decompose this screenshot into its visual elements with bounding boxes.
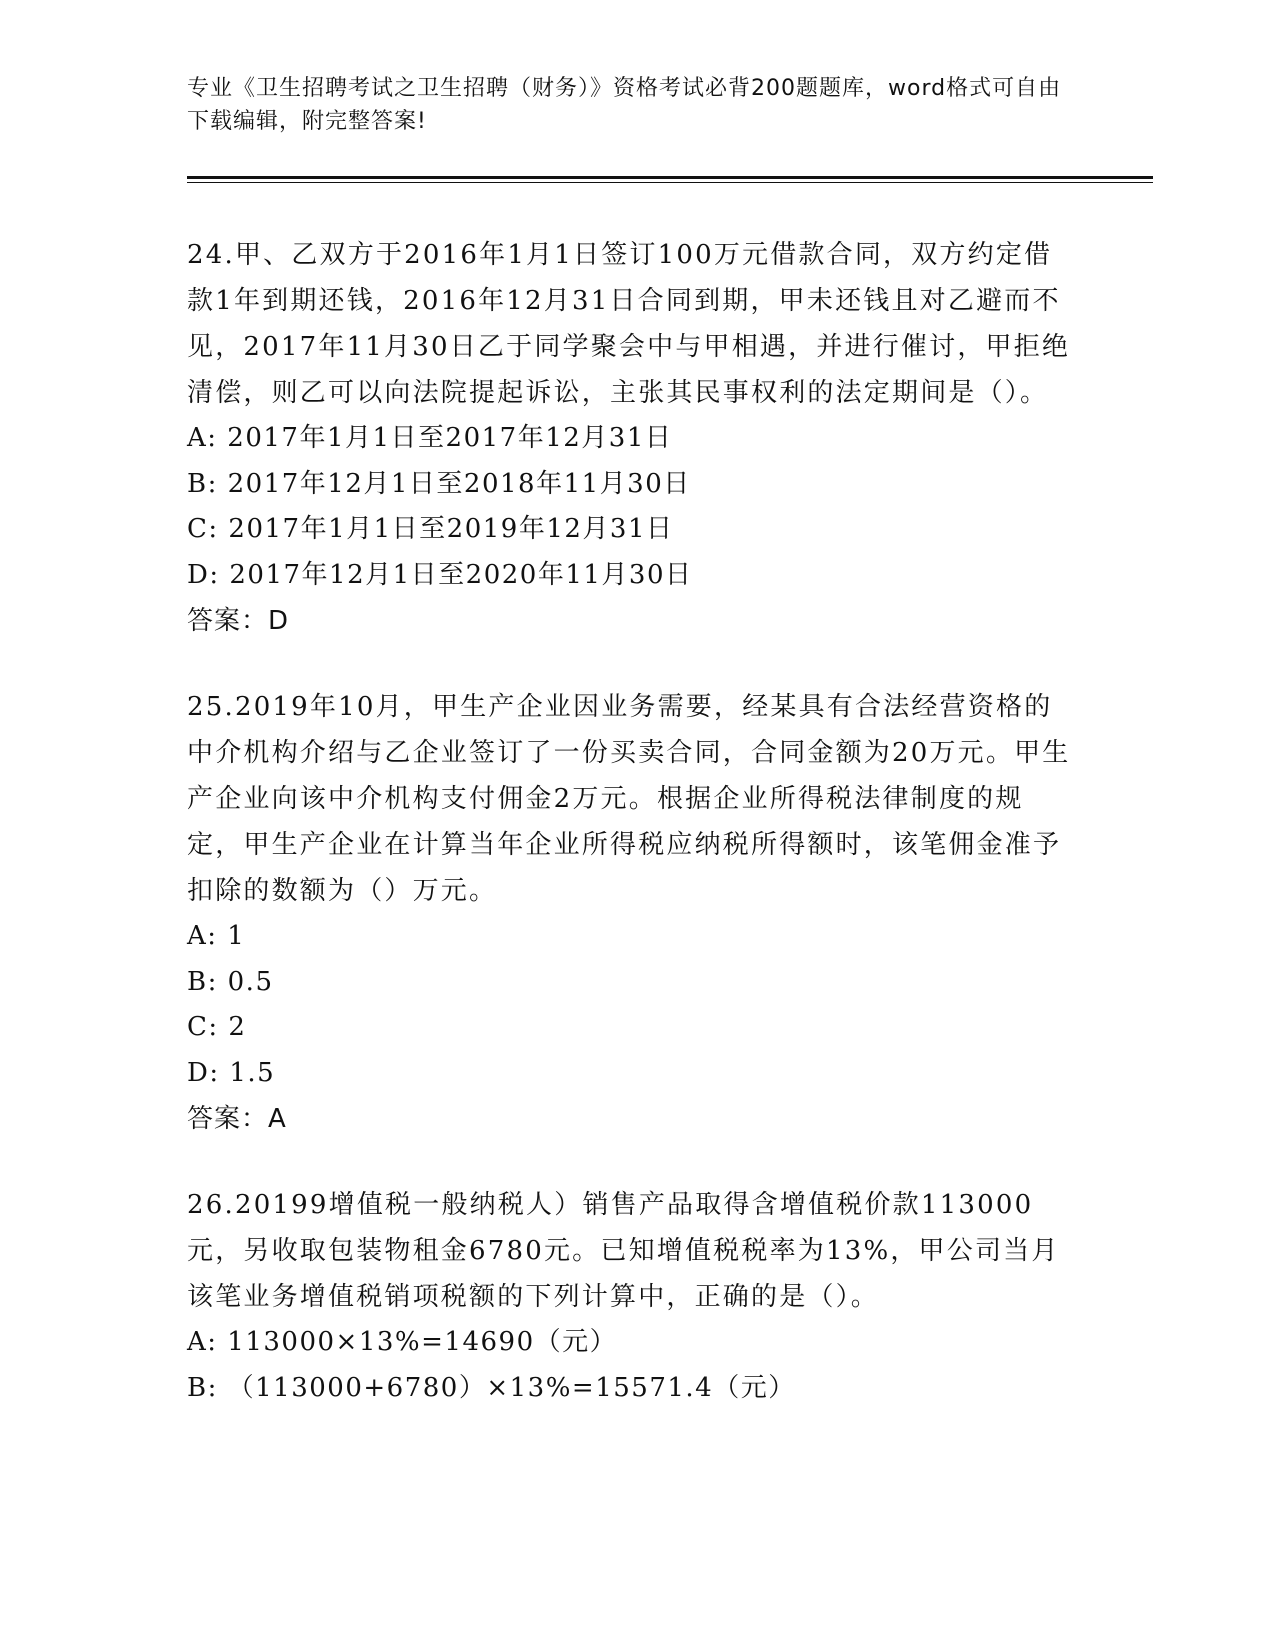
answer-line: 答案：D	[187, 606, 290, 636]
option-c: C: 2	[187, 1012, 247, 1042]
option-b: B: 0.5	[187, 966, 274, 997]
option-a: A: 113000×13%=14690（元）	[187, 1327, 618, 1357]
answer-line: 答案：A	[187, 1104, 287, 1134]
option-b: B: （113000+6780）×13%=15571.4（元）	[187, 1372, 796, 1403]
question-stem: 24.甲、乙双方于2016年1月1日签订100万元借款合同，双方约定借款1年到期还钱，2016年12月31日合同到期，甲未还钱且对乙避而不见，2017年11月30日乙于同学聚会中与甲相遇，并进行催讨，甲拒绝清偿，则乙可以向法院提起诉讼，主张其民事权利的法定期间是（）。	[187, 240, 1071, 408]
header-rule-thick	[187, 176, 1153, 179]
option-c: C: 2017年1月1日至2019年12月31日	[187, 514, 674, 544]
question-stem: 26.20199增值税一般纳税人）销售产品取得含增值税价款113000元，另收取包装物租金6780元。已知增值税税率为13%，甲公司当月该笔业务增值税销项税额的下列计算中，正确的是（）。	[187, 1190, 1060, 1312]
option-a: A: 2017年1月1日至2017年12月31日	[187, 423, 673, 453]
option-d: D: 2017年12月1日至2020年11月30日	[187, 559, 693, 590]
header-rule-thin	[187, 182, 1153, 183]
document-header: 专业《卫生招聘考试之卫生招聘（财务）》资格考试必背200题题库，word格式可自由下载编辑，附完整答案!	[187, 76, 1062, 134]
option-a: A: 1	[187, 921, 246, 951]
question-25	[187, 684, 1077, 1142]
question-24	[187, 232, 1077, 644]
option-d: D: 1.5	[187, 1057, 276, 1088]
question-list	[187, 232, 1077, 1451]
option-b: B: 2017年12月1日至2018年11月30日	[187, 468, 691, 499]
question-26	[187, 1182, 1077, 1411]
question-stem: 25.2019年10月，甲生产企业因业务需要，经某具有合法经营资格的中介机构介绍与乙企业签订了一份买卖合同，合同金额为20万元。甲生产企业向该中介机构支付佣金2万元。根据企业所得税法律制度的规定，甲生产企业在计算当年企业所得税应纳税所得额时，该笔佣金准予扣除的数额为（）万元。	[187, 692, 1071, 906]
